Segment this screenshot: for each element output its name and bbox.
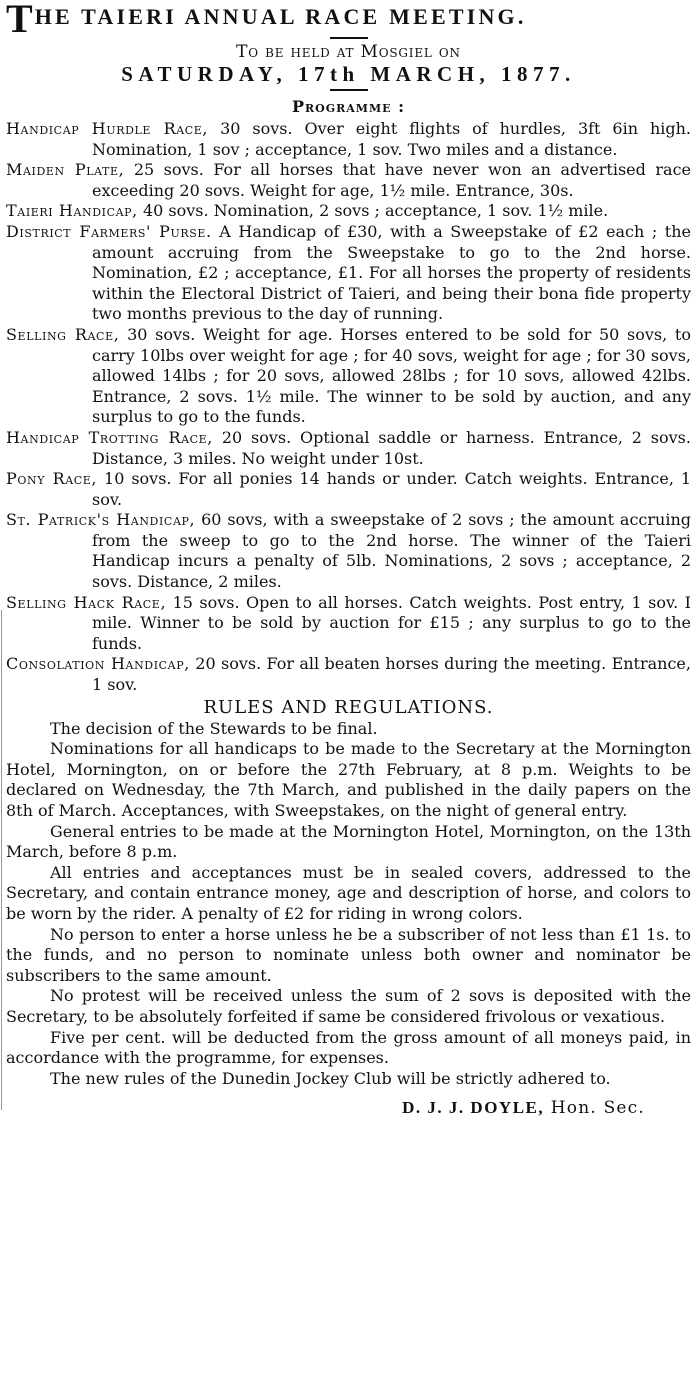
signatory-name: D. J. J. DOYLE, <box>402 1098 545 1118</box>
title-text: HE TAIERI ANNUAL RACE MEETING. <box>34 4 527 29</box>
event-text: 10 sovs. For all ponies 14 hands or under. Catch weights. Entrance, 1 sov. <box>92 469 692 509</box>
signature <box>6 1097 645 1119</box>
event-name: Handicap Hurdle Race, <box>6 119 209 138</box>
event-item <box>6 119 691 160</box>
event-text: A Handicap of £30, with a Sweepstake of £2 each ; the amount accruing from the Sweepstake to go to the 2nd horse. Nomination, £2 ; acceptance, £1. For all horses the property of residents within the Electoral District of Taieri, and being their bona fide property two months previous to the day of running. <box>92 221 692 324</box>
event-text: 20 sovs. Optional saddle or harness. Entrance, 2 sovs. Distance, 3 miles. No weight under 10st. <box>92 427 691 468</box>
rule-paragraph: Five per cent. will be deducted from the gross amount of all moneys paid, in accordance with the programme, for expenses. <box>6 1027 691 1068</box>
event-item <box>6 428 691 469</box>
rules-list <box>6 719 691 1090</box>
event-item <box>6 469 691 510</box>
event-name: District Farmers' Purse. <box>6 221 212 241</box>
event-item <box>6 654 691 695</box>
rule-paragraph: Nominations for all handicaps to be made to the Secretary at the Mornington Hotel, Mornington, on or before the 27th February, at 8 p.m. Weights to be declared on Wednesday, the 7th March, and published in the daily papers on the 8th of March. Acceptances, with Sweepstakes, on the night of general entry. <box>6 739 691 820</box>
rule-paragraph: No protest will be received unless the sum of 2 sovs is deposited with the Secretary, to be absolutely forfeited if same be considered frivolous or vexatious. <box>6 986 691 1026</box>
event-text: 20 sovs. For all beaten horses during the meeting. Entrance, 1 sov. <box>92 654 691 695</box>
venue-line: To be held at Mosgiel on <box>236 42 461 62</box>
rule-paragraph: General entries to be made at the Mornington Hotel, Mornington, on the 13th March, before 8 p.m. <box>6 821 691 862</box>
event-item <box>6 201 691 222</box>
signatory-title: Hon. Sec. <box>550 1098 645 1119</box>
event-name: Selling Hack Race, <box>6 592 167 612</box>
event-text: 60 sovs, with a sweepstake of 2 sovs ; the amount accruing from the sweep to go to the 2nd horse. The winner of the Taieri Handicap incurs a penalty of 5lb. Nominations, 2 sovs ; acceptance, 2 sovs. Distance, 2 miles. <box>92 510 691 592</box>
event-text: 15 sovs. Open to all horses. Catch weights. Post entry, 1 sov. I mile. Winner to be sold by auction for £15 ; any surplus to go to the funds. <box>92 592 691 653</box>
event-text: 30 sovs. Weight for age. Horses entered to be sold for 50 sovs, to carry 10lbs over weight for age ; for 40 sovs, weight for age ; for 30 sovs, allowed 14lbs ; for 20 sovs, allowed 28lbs ; for 10 sovs, allowed 42lbs. Entrance, 2 sovs. 1½ mile. The winner to be sold by auction, and any surplus to go to the funds. <box>92 324 691 427</box>
rule-paragraph: The decision of the Stewards to be final. <box>50 718 378 738</box>
event-item <box>6 160 691 201</box>
event-name: Consolation Handicap, <box>6 654 190 674</box>
event-name: Handicap Trotting Race, <box>6 427 213 447</box>
event-name: Selling Race, <box>6 324 120 344</box>
event-item <box>6 510 691 592</box>
divider <box>330 89 368 91</box>
date-line: SATURDAY, 17th MARCH, 1877. <box>121 62 576 86</box>
events-list <box>6 119 691 696</box>
event-name: Taieri Handicap, <box>6 201 138 221</box>
page-title <box>6 0 691 41</box>
column-rule <box>1 610 2 1110</box>
rules-heading: RULES AND REGULATIONS. <box>203 696 494 718</box>
rule-paragraph: All entries and acceptances must be in sealed covers, addressed to the Secretary, and contain entrance money, age and description of horse, and colors to be worn by the rider. A penalty of £2 for riding in wrong colors. <box>6 862 691 923</box>
event-text: 40 sovs. Nomination, 2 sovs ; acceptance, 1 sov. 1½ mile. <box>142 201 609 221</box>
event-name: Maiden Plate, <box>6 160 125 180</box>
event-item <box>6 222 691 325</box>
event-name: Pony Race, <box>6 469 98 489</box>
divider <box>330 37 368 39</box>
event-text: 30 sovs. Over eight flights of hurdles, 3ft 6in high. Nomination, 1 sov ; acceptance, 1 sov. Two miles and a distance. <box>92 119 692 159</box>
event-text: 25 sovs. For all horses that have never won an advertised race exceeding 20 sovs. Weight for age, 1½ mile. Entrance, 30s. <box>92 160 691 200</box>
rule-paragraph: No person to enter a horse unless he be a subscriber of not less than £1 1s. to the funds, and no person to nominate unless both owner and nominator be subscribers to the same amount. <box>6 924 691 985</box>
event-name: St. Patrick's Handicap, <box>6 510 196 530</box>
programme-heading: Programme : <box>291 97 406 116</box>
title-dropcap: T <box>6 0 33 41</box>
event-item <box>6 593 691 655</box>
event-item <box>6 325 691 428</box>
rule-paragraph: The new rules of the Dunedin Jockey Club will be strictly adhered to. <box>50 1068 611 1088</box>
